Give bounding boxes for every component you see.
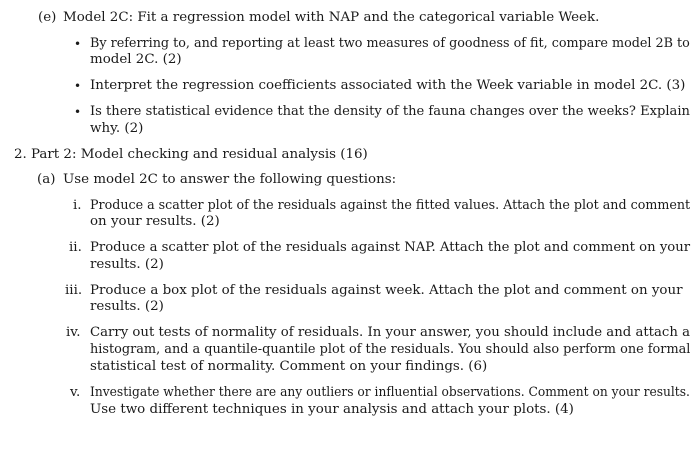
item-number: ii. bbox=[69, 240, 82, 255]
bullet-icon: • bbox=[74, 37, 82, 51]
bullet-text: model 2C. (2) bbox=[90, 52, 182, 67]
item-text: Produce a scatter plot of the residuals against NAP. Attach the plot and comment on your bbox=[90, 240, 691, 255]
bullet-text: why. (2) bbox=[90, 121, 144, 136]
bullet-icon: • bbox=[74, 79, 82, 93]
bullet-text: Interpret the regression coefficients associated with the Week variable in model 2C. (3) bbox=[90, 78, 686, 93]
item-text: Produce a box plot of the residuals against week. Attach the plot and comment on your bbox=[90, 283, 683, 298]
item-text: results. (2) bbox=[90, 299, 164, 314]
item-text: Produce a scatter plot of the residuals against the fitted values. Attach the plot and comment bbox=[90, 198, 691, 213]
item-text: histogram, and a quantile-quantile plot of the residuals. You should also perform one formal bbox=[90, 342, 691, 357]
part2-heading: Part 2: Model checking and residual analysis (16) bbox=[31, 147, 368, 162]
section-e-heading: Model 2C: Fit a regression model with NAP and the categorical variable Week. bbox=[63, 10, 600, 25]
bullet-text: By referring to, and reporting at least two measures of goodness of fit, compare model 2B to bbox=[90, 36, 690, 51]
section-a-heading: Use model 2C to answer the following questions: bbox=[63, 172, 397, 187]
item-text: results. (2) bbox=[90, 257, 164, 272]
section-a-label: (a) bbox=[37, 172, 56, 187]
item-text: Investigate whether there are any outliers or influential observations. Comment on your results. bbox=[90, 385, 690, 400]
item-number: iv. bbox=[66, 325, 81, 340]
bullet-text: Is there statistical evidence that the density of the fauna changes over the weeks? Explain bbox=[90, 104, 690, 119]
bullet-icon: • bbox=[74, 105, 82, 119]
item-text: Carry out tests of normality of residuals. In your answer, you should include and attach a bbox=[90, 325, 691, 340]
section-e-label: (e) bbox=[38, 10, 57, 25]
item-number: i. bbox=[73, 198, 82, 213]
item-text: Use two different techniques in your analysis and attach your plots. (4) bbox=[90, 402, 574, 417]
item-number: v. bbox=[70, 385, 81, 400]
part2-label: 2. bbox=[14, 147, 27, 162]
item-text: statistical test of normality. Comment on your findings. (6) bbox=[90, 359, 488, 374]
item-text: on your results. (2) bbox=[90, 214, 220, 229]
item-number: iii. bbox=[65, 283, 83, 298]
